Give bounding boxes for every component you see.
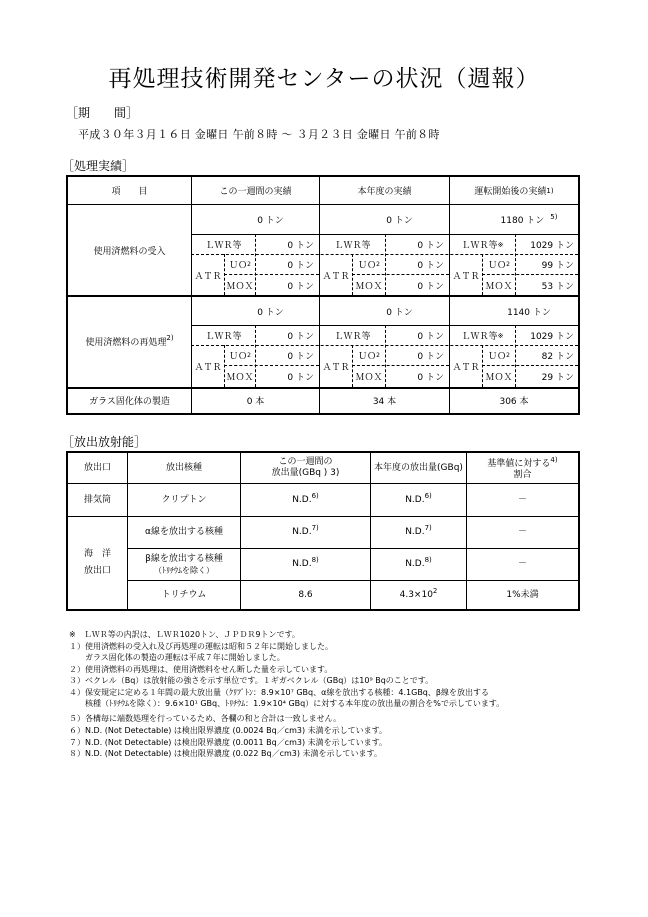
atr-label: ＡＴＲ [194, 271, 222, 282]
alpha-year: N.D. $^{7)}$ [405, 524, 432, 537]
footnote: ７）N.D. (Not Detectable) は検出限界濃度 (0.0011 Bq／cm3) 未満を示しています。 [69, 737, 387, 747]
lwr-label: ＬＷＲ等 [205, 241, 242, 251]
atr-label: ＡＴＲ [322, 363, 350, 373]
reprocess-label: 使用済燃料の再処理 $^{2)}$ [85, 333, 174, 348]
footnotes [69, 629, 589, 760]
reprocess-year-lwr: 0 トン [417, 332, 444, 342]
col-year-header: 本年度の放出量(GBq) [374, 462, 463, 473]
krypton-week: N.D. $^{6)}$ [292, 491, 319, 505]
stack-label: 排気筒 [83, 494, 111, 505]
receipt-all-uo2: 99 トン [541, 261, 574, 271]
mox-label: ＭＯＸ [226, 281, 254, 292]
results-table [66, 175, 580, 415]
beta-ratio: － [517, 559, 527, 569]
reprocess-week-total: 0 トン [257, 307, 284, 318]
reprocess-all-lwr: 1029 トン [530, 332, 574, 342]
mox-label: ＭＯＸ [226, 373, 254, 383]
footnote: ガラス固化体の製造の運転は平成７年に開始しました。 [69, 653, 285, 662]
col-total-header: 運転開始後の実績 1) [474, 186, 554, 197]
footnote: ８）N.D. (Not Detectable) は検出限界濃度 (0.022 Bq／cm3) 未満を示しています。 [69, 749, 382, 758]
receipt-year-uo2: 0 トン [417, 261, 444, 271]
col-ratio-header: 基準値に対する$^{4)}$ 割合 [487, 456, 558, 480]
receipt-all-total: 1180 トン $^{5)}$ [500, 212, 558, 226]
uo2-label: ＵＯ 2 [488, 261, 510, 271]
release-heading: ［放出放射能］ [62, 435, 147, 449]
lwr-label: ＬＷＲ等 [205, 332, 242, 342]
beta-label: β線を放出する核種 （ﾄﾘﾁｳﾑを除く） [145, 553, 223, 575]
col-year-header: 本年度の実績 [357, 187, 412, 197]
reprocess-week-lwr: 0 トン [287, 332, 314, 342]
lwr-star-label: ＬＷＲ等 ※ [461, 240, 504, 251]
lwr-label: ＬＷＲ等 [334, 332, 371, 342]
receipt-year-total: 0 トン [386, 216, 413, 226]
krypton-label: クリプトン [161, 494, 207, 505]
receipt-week-mox: 0 トン [287, 281, 314, 292]
krypton-ratio: － [517, 494, 527, 505]
krypton-year: N.D. $^{6)}$ [405, 491, 432, 505]
reprocess-all-total: 1140 トン [507, 307, 551, 318]
mox-label: ＭＯＸ [355, 373, 383, 383]
receipt-label: 使用済燃料の受入 [93, 246, 166, 257]
receipt-week-total: 0 トン [257, 216, 284, 226]
footnote: ２）使用済燃料の再処理は、使用済燃料をせん断した量を示しています。 [69, 664, 333, 674]
receipt-all-mox: 53 トン [541, 281, 574, 292]
alpha-ratio: － [517, 527, 527, 537]
page-title: 再処理技術開発センターの状況（週報） [108, 66, 540, 92]
mox-label: ＭＯＸ [485, 281, 513, 292]
uo2-label: ＵＯ 2 [229, 261, 251, 271]
reprocess-year-mox: 0 トン [417, 373, 444, 383]
receipt-week-uo2: 0 トン [287, 261, 314, 271]
receipt-year-lwr: 0 トン [417, 241, 444, 251]
tritium-year: 4.3×10 $^2$ [399, 586, 438, 600]
uo2-label: ＵＯ 2 [229, 352, 251, 362]
lwr-label: ＬＷＲ等 [334, 241, 371, 251]
uo2-label: ＵＯ 2 [488, 352, 510, 362]
release-table [66, 451, 580, 611]
footnote: １）使用済燃料の受入れ及び再処理の運転は昭和５２年に開始しました。 [69, 641, 333, 651]
beta-week: N.D. $^{8)}$ [292, 556, 319, 569]
uo2-label: ＵＯ 2 [358, 261, 380, 271]
tritium-ratio: 1%未満 [506, 589, 539, 600]
col-week-header: この一週間の 放出量(GBq ) 3) [271, 457, 340, 478]
lwr-star-label: ＬＷＲ等 ※ [461, 331, 504, 342]
footnote: ５）各構毎に端数処理を行っているため、各欄の和と合計は一致しません。 [69, 713, 342, 723]
glass-label: ガラス固化体の製造 [89, 397, 170, 407]
alpha-label: α線を放出する核種 [145, 527, 223, 537]
mox-label: ＭＯＸ [485, 373, 513, 383]
period-heading: ［期 間］ [66, 106, 139, 120]
mox-label: ＭＯＸ [355, 281, 383, 292]
col-item-header: 項 目 [111, 187, 148, 197]
tritium-week: 8.6 [298, 589, 313, 600]
sea-outlet-label: 海 洋 放出口 [83, 549, 111, 576]
glass-year: 34 本 [372, 397, 397, 407]
atr-label: ＡＴＲ [322, 271, 350, 282]
results-heading: ［処理実績］ [62, 159, 135, 173]
footnote: 核種（ﾄﾘﾁｳﾑを除く）：9.6×10¹ GBq、ﾄﾘﾁｳﾑ：1.9×10⁴ GBq）に対する本年度の放出量の割合を%で示しています。 [69, 699, 505, 708]
receipt-year-mox: 0 トン [417, 281, 444, 292]
footnote: ４）保安規定に定める１年間の最大放出量（ｸﾘﾌﾟﾄﾝ：8.9×10⁷ GBq、α線を放出する核種：4.1GBq、β線を放出する [69, 687, 489, 697]
atr-label: ＡＴＲ [452, 363, 480, 373]
alpha-week: N.D. $^{7)}$ [292, 524, 319, 537]
uo2-label: ＵＯ 2 [358, 352, 380, 362]
footnote: ３）ベクレル（Bq）は放射能の強さを示す単位です。１ギガベクレル（GBq）は10⁹ Bqのことです。 [69, 676, 434, 685]
receipt-week-lwr: 0 トン [287, 241, 314, 251]
glass-week: 0 本 [246, 397, 265, 407]
reprocess-week-uo2: 0 トン [287, 352, 314, 362]
atr-label: ＡＴＲ [452, 271, 480, 282]
reprocess-year-uo2: 0 トン [417, 352, 444, 362]
reprocess-year-total: 0 トン [386, 307, 413, 318]
footnote: ６）N.D. (Not Detectable) は検出限界濃度 (0.0024 Bq／cm3) 未満を示しています。 [69, 726, 387, 735]
reprocess-week-mox: 0 トン [287, 373, 314, 383]
reprocess-all-mox: 29 トン [541, 373, 574, 383]
reprocess-all-uo2: 82 トン [541, 352, 574, 362]
beta-year: N.D. $^{8)}$ [405, 556, 432, 569]
footnote: ※ ＬＷＲ等の内訳は、ＬＷＲ1020トン、ＪＰＤＲ9トンです。 [69, 630, 300, 639]
col-nuclide-header: 放出核種 [165, 462, 202, 473]
receipt-all-lwr: 1029 トン [530, 241, 574, 251]
atr-label: ＡＴＲ [194, 363, 222, 373]
tritium-label: トリチウム [161, 589, 207, 600]
glass-all: 306 本 [499, 397, 529, 407]
col-week-header: この一週間の実績 [219, 187, 292, 197]
period-text: 平成３０年３月１６日 金曜日 午前８時 ～ ３月２３日 金曜日 午前８時 [78, 128, 440, 141]
col-outlet-header: 放出口 [83, 462, 111, 473]
